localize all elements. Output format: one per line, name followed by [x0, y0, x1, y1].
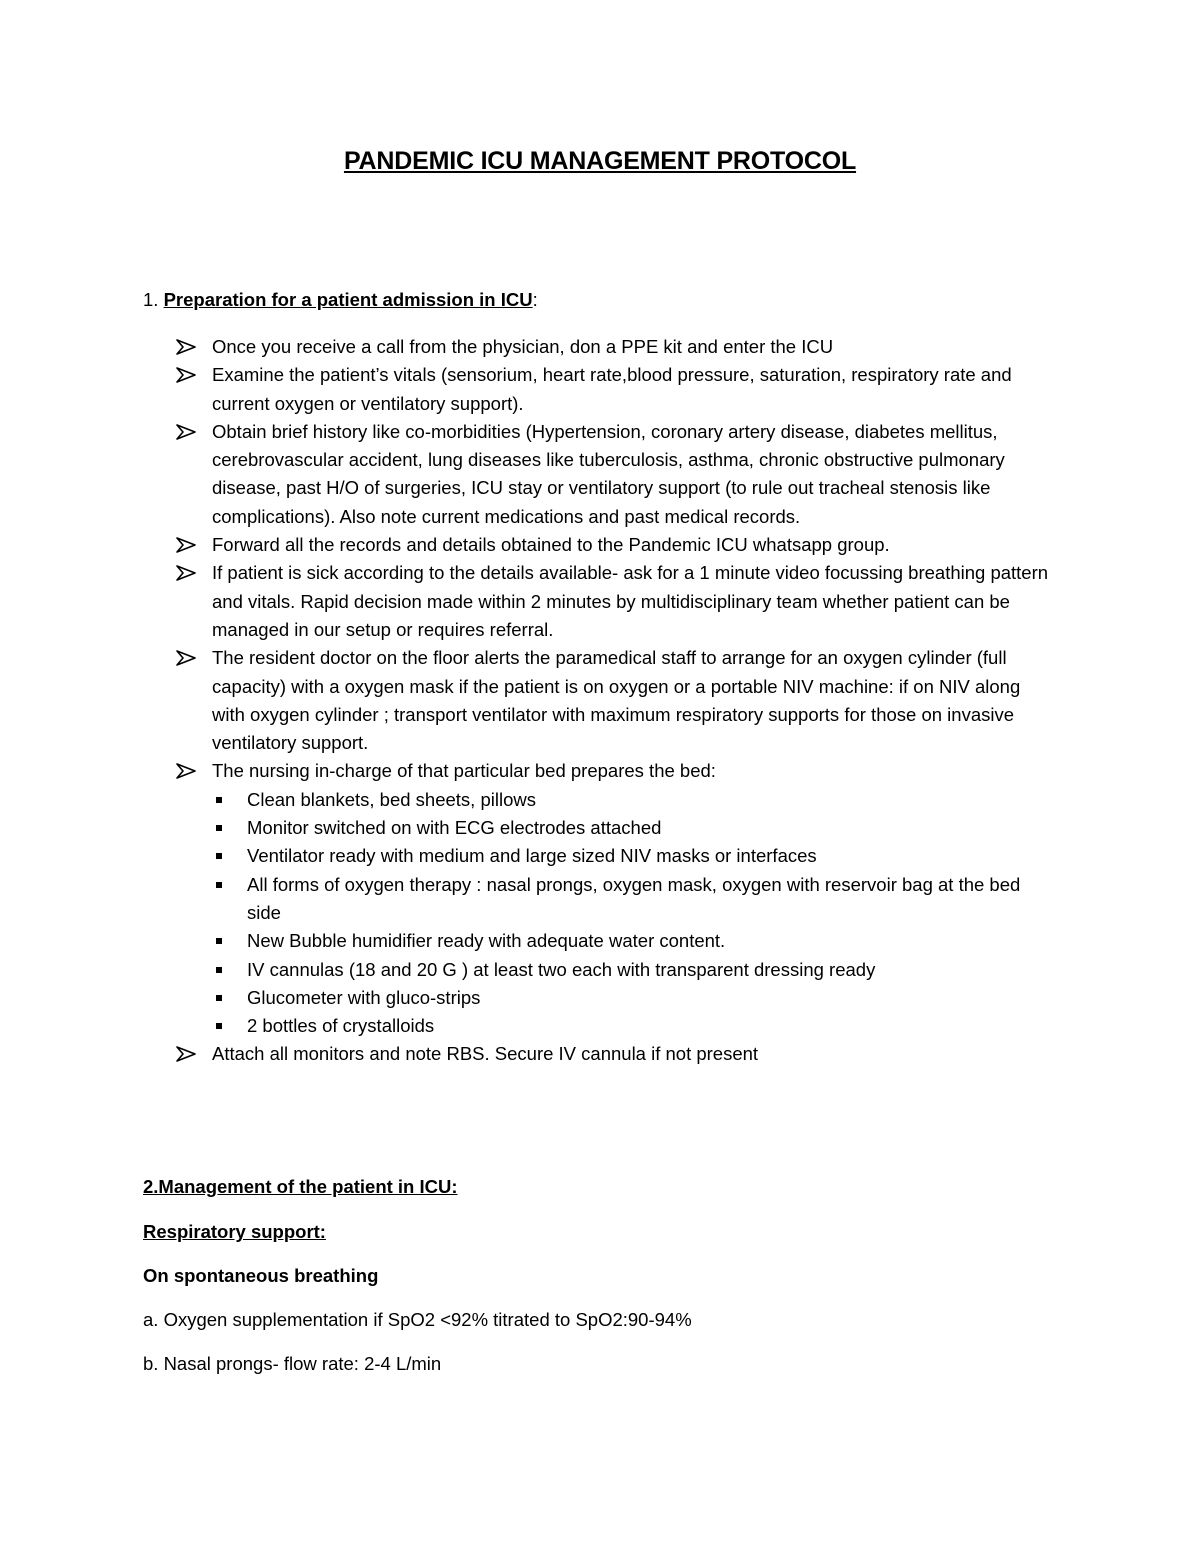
section1-heading-colon: :	[532, 289, 538, 310]
list-item	[172, 644, 1052, 757]
section1-number: 1.	[143, 289, 159, 310]
list-item-text: The resident doctor on the floor alerts the paramedical staff to arrange for an oxygen cylinder (full capacity) with a oxygen mask if the patient is on oxygen or a portable NIV machine: if on NIV along with oxygen cylinder ; transport ventilator with maximum respiratory supports for those on invasive ventilatory support.	[212, 647, 1021, 754]
square-bullet-icon	[216, 1023, 222, 1029]
respiratory-support-heading: Respiratory support:	[143, 1221, 326, 1242]
bed-list-item	[212, 984, 1052, 1012]
square-bullet-icon	[216, 797, 222, 803]
bed-list-item	[212, 956, 1052, 984]
bed-list-item-text: All forms of oxygen therapy : nasal prongs, oxygen mask, oxygen with reservoir bag at the bed side	[247, 873, 1021, 923]
bed-list-item-text: New Bubble humidifier ready with adequate water content.	[247, 930, 726, 952]
document-title: PANDEMIC ICU MANAGEMENT PROTOCOL	[343, 147, 857, 175]
list-item	[172, 361, 1052, 418]
list-item-text: If patient is sick according to the details available- ask for a 1 minute video focussing breathing pattern and vitals. Rapid decision made within 2 minutes by multidisciplinary team whether patient can be managed in our setup or requires referral.	[212, 562, 1049, 640]
list-item	[172, 418, 1052, 531]
square-bullet-icon	[216, 938, 222, 944]
arrowhead-bullet-icon	[176, 1046, 196, 1062]
list-item-text: Forward all the records and details obtained to the Pandemic ICU whatsapp group.	[212, 534, 890, 556]
section1-heading-text: Preparation for a patient admission in ICU	[163, 289, 533, 310]
bed-list-item-text: Glucometer with gluco-strips	[247, 986, 481, 1008]
arrowhead-bullet-icon	[176, 763, 196, 779]
oxygen-supplementation-line: a. Oxygen supplementation if SpO2 <92% titrated to SpO2:90-94%	[143, 1309, 692, 1330]
bed-list-item-text: 2 bottles of crystalloids	[247, 1015, 435, 1037]
arrowhead-bullet-icon	[176, 339, 196, 355]
list-item	[172, 559, 1052, 644]
square-bullet-icon	[216, 967, 222, 973]
section1-heading	[143, 289, 538, 311]
list-item	[172, 1040, 1052, 1068]
bed-preparation-list	[212, 786, 1052, 1041]
list-item-text: Attach all monitors and note RBS. Secure IV cannula if not present	[212, 1043, 759, 1065]
arrowhead-bullet-icon	[176, 367, 196, 383]
bed-list-item-text: Monitor switched on with ECG electrodes attached	[247, 817, 662, 839]
bed-list-item-text: IV cannulas (18 and 20 G ) at least two each with transparent dressing ready	[247, 958, 876, 980]
bed-list-item	[212, 786, 1052, 814]
arrowhead-bullet-icon	[176, 565, 196, 581]
arrowhead-bullet-icon	[176, 424, 196, 440]
list-item	[172, 757, 1052, 1040]
square-bullet-icon	[216, 825, 222, 831]
list-item-text: Examine the patient’s vitals (sensorium, heart rate,blood pressure, saturation, respiratory rate and current oxygen or ventilatory support).	[212, 364, 1012, 414]
list-item-text: The nursing in-charge of that particular bed prepares the bed:	[212, 760, 716, 782]
list-item	[172, 333, 1052, 361]
arrowhead-bullet-icon	[176, 650, 196, 666]
nasal-prongs-line: b. Nasal prongs- flow rate: 2-4 L/min	[143, 1353, 442, 1374]
bed-list-item-text: Clean blankets, bed sheets, pillows	[247, 788, 536, 810]
bed-list-item	[212, 814, 1052, 842]
list-item-text: Obtain brief history like co-morbidities (Hypertension, coronary artery disease, diabetes mellitus, cerebrovascular accident, lung diseases like tuberculosis, asthma, chronic obstructive pulmonary disease, past H/O of surgeries, ICU stay or ventilatory support (to rule out tracheal stenosis like complications). Also note current medications and past medical records.	[212, 420, 1005, 527]
arrowhead-bullet-icon	[176, 537, 196, 553]
bed-list-item	[212, 842, 1052, 870]
spontaneous-breathing-heading: On spontaneous breathing	[143, 1265, 379, 1286]
bed-list-item	[212, 1012, 1052, 1040]
square-bullet-icon	[216, 995, 222, 1001]
bed-list-item	[212, 871, 1052, 928]
bed-list-item-text: Ventilator ready with medium and large sized NIV masks or interfaces	[247, 845, 817, 867]
square-bullet-icon	[216, 882, 222, 888]
section2-heading: 2.Management of the patient in ICU:	[143, 1176, 458, 1197]
bed-list-item	[212, 927, 1052, 955]
preparation-list	[172, 333, 1052, 1069]
list-item-text: Once you receive a call from the physician, don a PPE kit and enter the ICU	[212, 336, 834, 357]
list-item	[172, 531, 1052, 559]
square-bullet-icon	[216, 853, 222, 859]
